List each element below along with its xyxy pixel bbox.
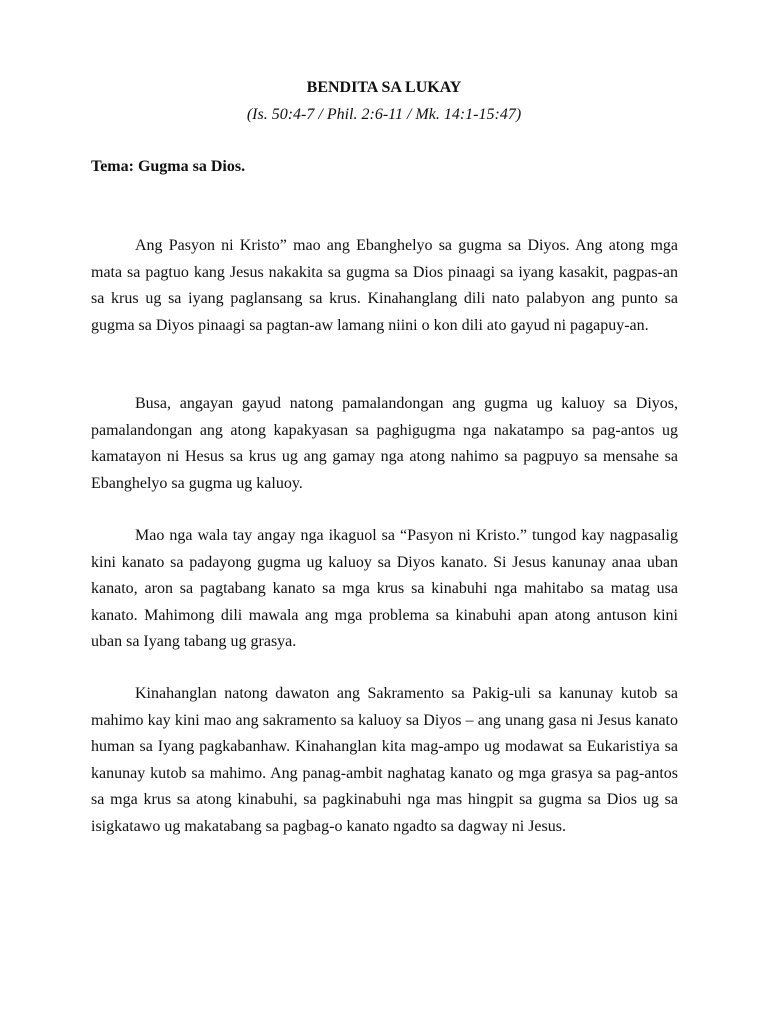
theme-heading: Tema: Gugma sa Dios. (91, 158, 246, 175)
paragraph-3: Mao nga wala tay angay nga ikaguol sa “Pasyon ni Kristo.” tungod kay nagpasalig kini kanato sa padayong gugma ug kaluoy sa Diyos kanato. Si Jesus kanunay anaa uban kanato, aron sa pagtabang kanato sa mga krus sa kinabuhi nga mahitabo sa matag usa kanato. Mahimong dili mawala ang mga problema sa kinabuhi apan atong antuson kini uban sa Iyang tabang ug grasya. (91, 527, 678, 650)
paragraph-4: Kinahanglan natong dawaton ang Sakramento sa Pakig-uli sa kanunay kutob sa mahimo kay kini mao ang sakramento sa kaluoy sa Diyos – ang unang gasa ni Jesus kanato human sa Iyang pagkabanhaw. Kinahanglan kita mag-ampo ug modawat sa Eukaristiya sa kanunay kutob sa mahimo. Ang panag-ambit naghatag kanato og mga grasya sa pag-antos sa mga krus sa atong kinabuhi, sa pagkinabuhi nga mas hingpit sa gugma sa Dios ug sa isigkatawo ug makatabang sa pagbag-o kanato ngadto sa dagway ni Jesus. (91, 685, 678, 835)
paragraph-2: Busa, angayan gayud natong pamalandongan ang gugma ug kaluoy sa Diyos, pamalandongan ang atong kapakyasan sa paghigugma nga nakatampo sa pag-antos ug kamatayon ni Hesus sa krus ug ang gamay nga atong nahimo sa pagpuyo sa mensahe sa Ebanghelyo sa gugma ug kaluoy. (91, 395, 678, 492)
document-title: BENDITA SA LUKAY (306, 79, 462, 96)
paragraph-1: Ang Pasyon ni Kristo” mao ang Ebanghelyo sa gugma sa Diyos. Ang atong mga mata sa pagtuo kang Jesus nakakita sa gugma sa Dios pinaagi sa iyang kasakit, pagpas-an sa krus ug sa iyang paglansang sa krus. Kinahanglang dili nato palabyon ang punto sa gugma sa Diyos pinaagi sa pagtan-aw lamang niini o kon dili ato gayud ni pagapuy-an. (91, 237, 678, 334)
scripture-references: (Is. 50:4-7 / Phil. 2:6-11 / Mk. 14:1-15:47) (246, 106, 522, 123)
